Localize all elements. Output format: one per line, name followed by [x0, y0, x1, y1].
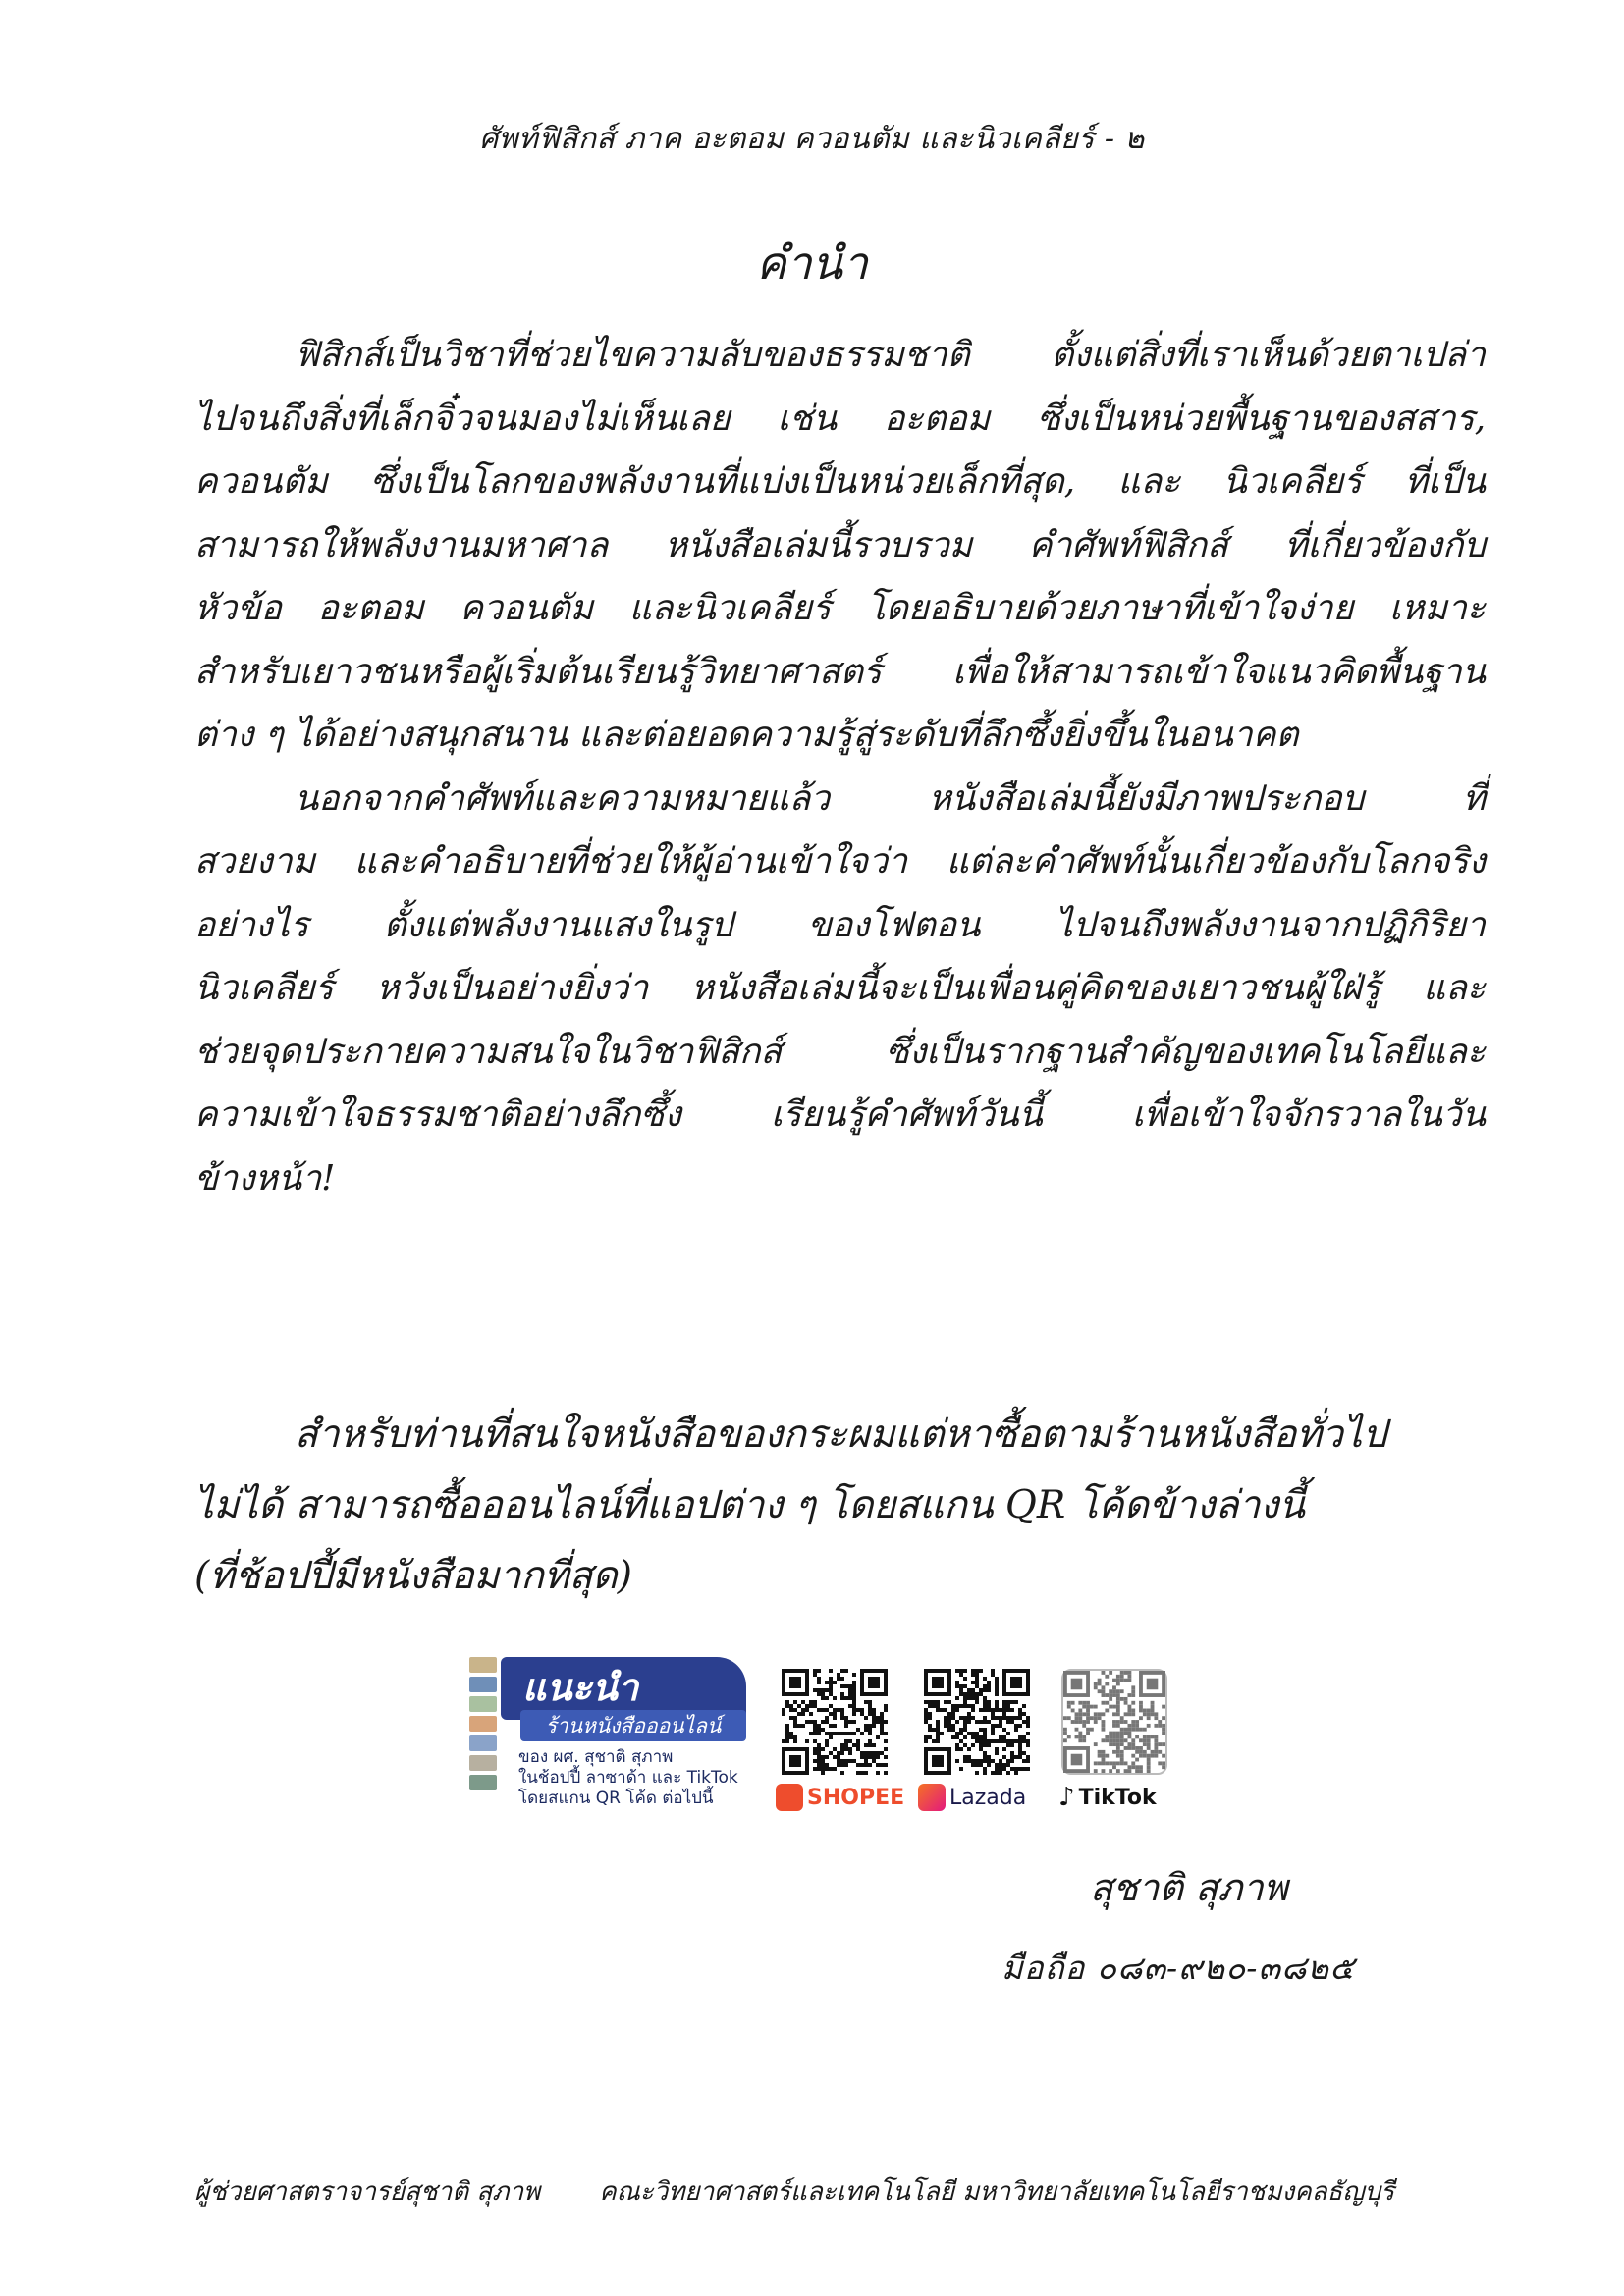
closing-line: สำหรับท่านที่สนใจหนังสือของกระผมแต่หาซื้อตามร้านหนังสือทั่วไป — [295, 1413, 1387, 1457]
shopee-store-label[interactable] — [776, 1781, 904, 1814]
promo-subheading: ร้านหนังสือออนไลน์ — [520, 1710, 746, 1741]
text-line: ฟิสิกส์เป็นวิชาที่ช่วยไขความลับของธรรมชาติ ตั้งแต่สิ่งที่เราเห็นด้วยตาเปล่า — [295, 335, 1486, 375]
page-footer — [194, 2171, 1486, 2212]
promo-heading: แนะนำ — [501, 1657, 746, 1720]
paragraph-2 — [194, 768, 1486, 1211]
text-line: อย่างไร ตั้งแต่พลังงานแสงในรูป ของโฟตอน ไปจนถึงพลังงานจากปฏิกิริยา — [194, 904, 1486, 945]
text-line: สำหรับเยาวชนหรือผู้เริ่มต้นเรียนรู้วิทยาศาสตร์ เพื่อให้สามารถเข้าใจแนวคิดพื้นฐาน — [194, 651, 1486, 692]
closing-line: ไม่ได้ สามารถซื้อออนไลน์ที่แอปต่าง ๆ โดยสแกน QR โค้ดข้างล่างนี้ — [194, 1483, 1306, 1527]
closing-line: (ที่ช้อปปี้มีหนังสือมากที่สุด) — [194, 1554, 632, 1598]
running-header: ศัพท์ฟิสิกส์ ภาค อะตอม ควอนตัม และนิวเคลียร์ - ๒ — [479, 122, 1145, 156]
author-signature: สุชาติ สุภาพ — [1090, 1866, 1288, 1909]
promo-description — [518, 1747, 764, 1809]
qr-code-icon — [924, 1669, 1030, 1775]
tiktok-note-icon: ♪ — [1058, 1783, 1075, 1812]
qr-code-icon — [1061, 1669, 1167, 1775]
lazada-store-label[interactable] — [918, 1781, 1026, 1814]
paragraph-1 — [194, 324, 1486, 768]
text-line: สามารถให้พลังงานมหาศาล หนังสือเล่มนี้รวบรวม คำศัพท์ฟิสิกส์ ที่เกี่ยวข้องกับ — [194, 524, 1486, 565]
text-line: หัวข้อ อะตอม ควอนตัม และนิวเคลียร์ โดยอธิบายด้วยภาษาที่เข้าใจง่าย เหมาะ — [194, 588, 1486, 628]
author-phone: มือถือ ๐๘๓-๙๒๐-๓๘๒๕ — [1001, 1949, 1356, 1987]
promo-line: ของ ผศ. สุชาติ สุภาพ — [518, 1747, 674, 1767]
text-line: ข้างหน้า! — [194, 1157, 336, 1199]
shopee-bag-icon — [776, 1784, 803, 1811]
store-name: TikTok — [1078, 1785, 1157, 1810]
lazada-qr-code[interactable] — [924, 1669, 1052, 1796]
books-stack-icon — [469, 1657, 497, 1806]
shopee-qr-code[interactable] — [782, 1669, 909, 1796]
text-line: นิวเคลียร์ หวังเป็นอย่างยิ่งว่า หนังสือเล่มนี้จะเป็นเพื่อนคู่คิดของเยาวชนผู้ใฝ่รู้ และ — [194, 968, 1486, 1008]
store-name: Lazada — [949, 1785, 1027, 1810]
store-name: SHOPEE — [807, 1785, 905, 1810]
preface-body — [194, 324, 1486, 1210]
text-line: ช่วยจุดประกายความสนใจในวิชาฟิสิกส์ ซึ่งเป็นรากฐานสำคัญของเทคโนโลยีและ — [194, 1031, 1486, 1072]
text-line: สวยงาม และคำอธิบายที่ช่วยให้ผู้อ่านเข้าใจว่า แต่ละคำศัพท์นั้นเกี่ยวข้องกับโลกจริง — [194, 841, 1486, 881]
tiktok-qr-code[interactable] — [1061, 1669, 1189, 1796]
text-line: ไปจนถึงสิ่งที่เล็กจิ๋วจนมองไม่เห็นเลย เช่น อะตอม ซึ่งเป็นหน่วยพื้นฐานของสสาร, — [194, 398, 1486, 439]
footer-author: ผู้ช่วยศาสตราจารย์สุชาติ สุภาพ — [194, 2177, 541, 2207]
text-line: ต่าง ๆ ได้อย่างสนุกสนาน และต่อยอดความรู้สู่ระดับที่ลึกซึ้งยิ่งขึ้นในอนาคต — [194, 715, 1299, 755]
text-line: ความเข้าใจธรรมชาติอย่างลึกซึ้ง เรียนรู้คำศัพท์วันนี้ เพื่อเข้าใจจักรวาลในวัน — [194, 1095, 1486, 1135]
text-line: ควอนตัม ซึ่งเป็นโลกของพลังงานที่แบ่งเป็นหน่วยเล็กที่สุด, และ นิวเคลียร์ ที่เป็น — [194, 461, 1486, 502]
tiktok-store-label[interactable] — [1058, 1781, 1157, 1814]
closing-note — [194, 1400, 1486, 1612]
footer-affiliation: คณะวิทยาศาสตร์และเทคโนโลยี มหาวิทยาลัยเทคโนโลยีราชมงคลธัญบุรี — [599, 2177, 1395, 2207]
online-store-promo — [469, 1657, 764, 1806]
text-line: นอกจากคำศัพท์และความหมายแล้ว หนังสือเล่มนี้ยังมีภาพประกอบ ที่ — [295, 777, 1486, 819]
promo-line: โดยสแกน QR โค้ด ต่อไปนี้ — [518, 1789, 714, 1808]
page-title: คำนำ — [756, 237, 868, 290]
lazada-heart-icon — [918, 1784, 946, 1811]
promo-line: ในช้อปปี้ ลาซาด้า และ TikTok — [518, 1768, 738, 1788]
qr-code-icon — [782, 1669, 888, 1775]
